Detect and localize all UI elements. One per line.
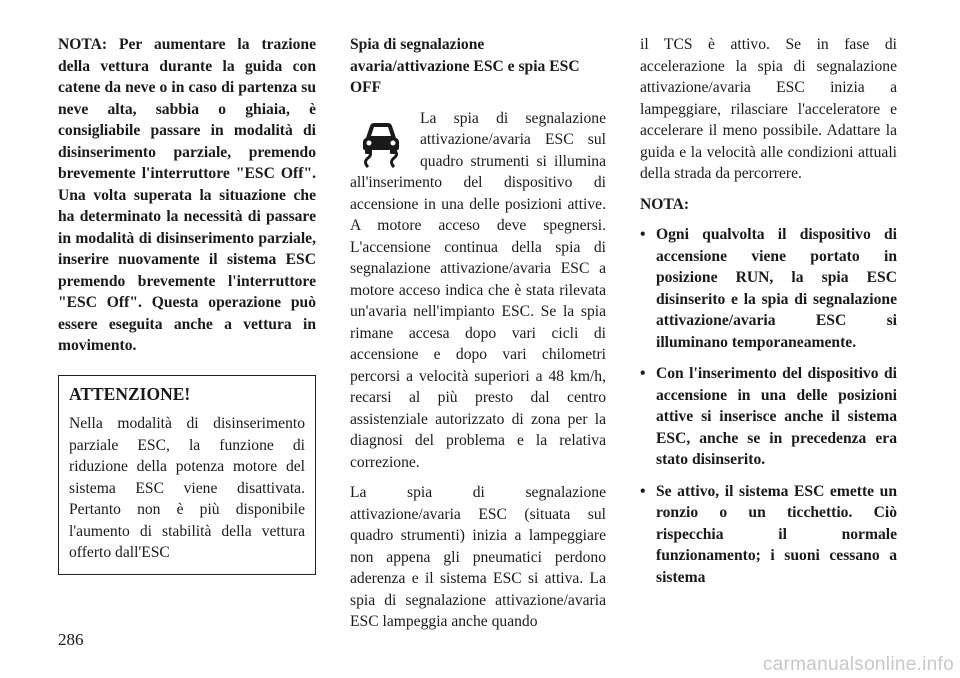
esc-skidding-car-icon — [354, 114, 408, 168]
note-paragraph: NOTA: Per aumentare la trazione della vettura durante la guida con catene da neve o in caso di partenza su neve alta, sabbia o ghiaia, è consigliabile passare in modalità di disinserimento parziale, premendo brevemente l'interruttore "ESC Off". Una volta superata la situazione che ha determinato la necessità di passare in modalità di disinserimento parziale, inserire nuovamente il sistema ESC premendo brevemente l'interruttore "ESC Off". Questa operazione può essere eseguita anche a vettura in movimento. — [58, 36, 316, 354]
list-item: • Con l'inserimento del dispositivo di accensione in una delle posizioni attive si inserisce anche il sistema ESC, anche se in precedenza era stato disinserito. — [640, 363, 897, 471]
warning-text: Nella modalità di disinserimento parziale ESC, la funzione di riduzione della potenza motore del sistema ESC viene disattivata. Pertanto non è più disponibile l'aumento di stabilità della vettura offerto dall'ESC — [69, 415, 305, 561]
warning-box — [58, 375, 316, 575]
icon-paragraph — [350, 108, 606, 474]
watermark: carmanualsonline.info — [762, 654, 954, 675]
tcs-paragraph: il TCS è attivo. Se in fase di accelerazione la spia di segnalazione attivazione/avaria ESC inizia a lampeggiare, rilasciare l'acceleratore e accelerare il meno possibile. Adattare la guida e la velocità alle condizioni attuali della strada da percorrere. — [640, 36, 897, 182]
warning-light-paragraph: La spia di segnalazione attivazione/avaria ESC sul quadro strumenti si illumina all'inserimento del dispositivo di accensione in una delle posizioni attive. A motore acceso deve spegnersi. L'accensione continua della spia di segnalazione attivazione/avaria ESC a motore acceso indica che è stata rilevata un'avaria nell'impianto ESC. Se la spia rimane accesa dopo vari cicli di accensione e dopo vari chilometri percorsi a velocità superiori a 48 km/h, recarsi al più presto dal centro assistenziale autorizzato di zona per la diagnosi del problema e la relativa correzione. — [350, 109, 606, 471]
flashing-light-paragraph: La spia di segnalazione attivazione/avaria ESC (situata sul quadro strumenti) inizia a lampeggiare non appena gli pneumatici perdono aderenza e il sistema ESC si attiva. La spia di segnalazione attivazione/avaria ESC lampeggia anche quando — [350, 484, 606, 630]
section-heading: Spia di segnalazione avaria/attivazione ESC e spia ESC OFF — [350, 36, 580, 96]
page-number: 286 — [58, 630, 84, 649]
note-list — [640, 224, 897, 588]
column-1 — [58, 34, 316, 575]
warning-title: ATTENZIONE! — [69, 383, 191, 404]
list-item: • Ogni qualvolta il dispositivo di accensione viene portato in posizione RUN, la spia ESC disinserito e la spia di segnalazione attivazione/avaria ESC si illuminano temporaneamente. — [640, 224, 897, 353]
note-label: NOTA: — [640, 195, 690, 213]
column-2 — [350, 34, 606, 642]
column-3 — [640, 34, 897, 598]
list-item: • Se attivo, il sistema ESC emette un ronzio o un ticchettio. Ciò rispecchia il normale funzionamento; i suoni cessano a sistema — [640, 481, 897, 589]
